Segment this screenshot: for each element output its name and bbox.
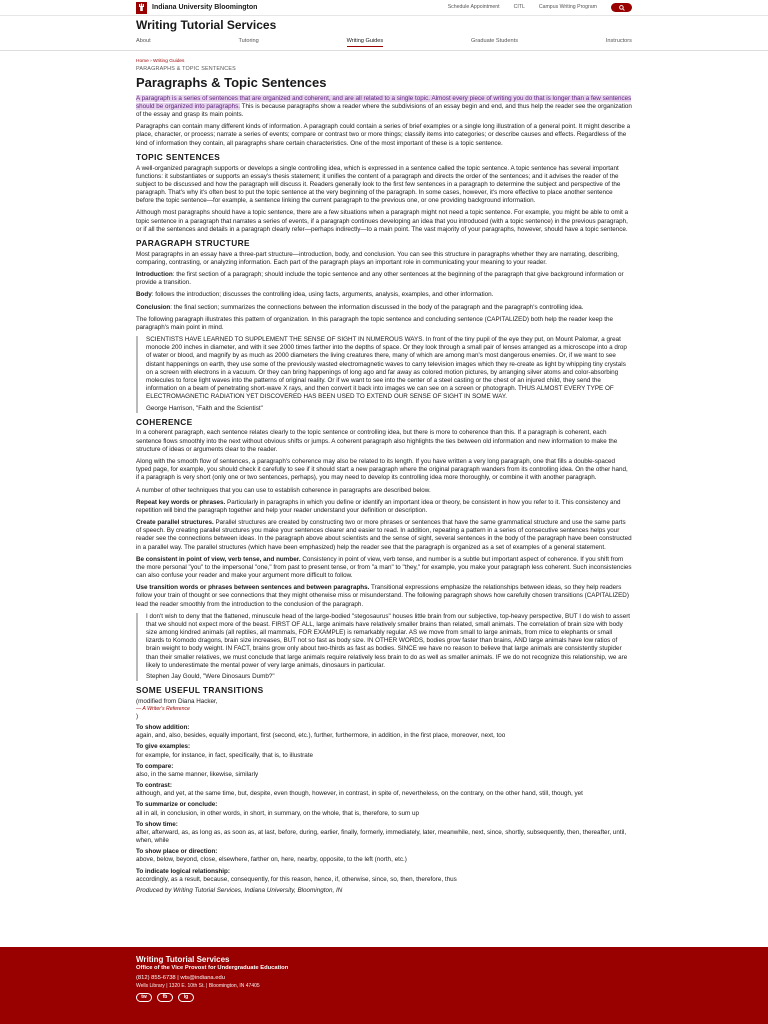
site-title[interactable]: Writing Tutorial Services xyxy=(136,18,277,32)
iu-brand-name[interactable]: Indiana University Bloomington xyxy=(152,3,258,11)
footer-contact[interactable]: (812) 855-6738 | wts@indiana.edu xyxy=(136,974,225,981)
quote-text: SCIENTISTS HAVE LEARNED TO SUPPLEMENT THE SENSE OF SIGHT IN NUMEROUS WAYS. In front of the tiny pupil of the eye they put, on Mount Palomar, a great monocle 200 inches in diameter, and with it see 2000 times farther into the depths of space. Or they look through a small pair of lenses arranged as a microscope into a drop of water or blood, and magnify by as much as 2000 diameters the living creatures there, many of which are among man's most dangerous enemies. Or, if we want to see distant happenings on earth, they use some of the previously wasted electromagnetic waves to carry television images which they re-create as light by whipping tiny crystals on a screen with electrons in a vacuum. Or they can bring happenings of long ago and far away as colored motion pictures, by arranging silver atoms and color-absorbing molecules to force light waves into the patterns of original reality. Or if we want to see into the center of a steel casting or the chest of an injured child, they send the information on a beam of penetrating short-wave X rays, and then convert it back into images we can see on a screen or photograph. THUS ALMOST EVERY TYPE OF ELECTROMAGNETIC RADIATION YET DISCOVERED HAS BEEN USED TO EXTEND OUR SENSE OF SIGHT IN SOME WAY. xyxy=(146,336,627,401)
quote-attribution: George Harrison, "Faith and the Scientist" xyxy=(146,404,263,412)
footer-address: Wells Library | 1320 E. 10th St. | Bloomington, IN 47405 xyxy=(136,983,260,990)
nav-graduate-students[interactable]: Graduate Students xyxy=(471,38,518,45)
citl-link[interactable]: CITL xyxy=(513,4,525,11)
iu-trident-logo[interactable] xyxy=(136,2,147,14)
intro-paragraph: A paragraph is a series of sentences that are organized and coherent, and are all related to a single topic. Almost every piece of writing you do that is longer than a few sentences should be organized into paragraphs. This is because paragraphs show a reader where the subdivisions of an essay begin and end, and thus help the reader see the organization of the essay and grasp its main points. xyxy=(136,94,632,119)
transition-group: To summarize or conclude: all in all, in conclusion, in other words, in short, in summary, on the whole, that is, therefore, to sum up xyxy=(136,801,420,817)
facebook-icon[interactable]: fb xyxy=(157,993,173,1002)
paragraph: A number of other techniques that you can use to establish coherence in paragraphs are described below. xyxy=(136,486,431,494)
technique-parallel: Create parallel structures. Parallel structures are created by constructing two or more phrases or sentences that have the same grammatical structure and use the same parts of speech. By creating parallel structures you make your sentences clearer and easier to read. In addition, repeating a pattern in a series of consecutive sentences helps your reader see the connections between ideas. In the paragraph above about scientists and the sense of sight, several sentences in the body of the paragraph have been constructed in a parallel way. The parallel structures (which have been emphasized) help the reader see that the paragraph is organized as a set of examples of a general statement. xyxy=(136,519,632,551)
definition-body: Body: follows the introduction; discusses the controlling idea, using facts, arguments, analysis, examples, and other information. xyxy=(136,291,494,299)
twitter-icon[interactable]: tw xyxy=(136,993,152,1002)
paragraph: Most paragraphs in an essay have a three-part structure—introduction, body, and conclusion. You can see this structure in paragraphs whether they are narrating, describing, comparing, contrasting, or analyzing information. Each part of the paragraph plays an important role in communicating your meaning to your reader. xyxy=(136,250,619,266)
paragraph: A well-organized paragraph supports or develops a single controlling idea, which is expressed in a sentence called the topic sentence. A topic sentence has several important functions: it substantiates or supports an essay's thesis statement; it unifies the content of a paragraph and directs the order of the sentences; and it advises the reader of the subject to be discussed and how the paragraph will discuss it. Readers generally look to the first few sentences in a paragraph to determine the subject and perspective of the paragraph. That's why it's often best to put the topic sentence at the very beginning of the paragraph. In some cases, however, it's more effective to place another sentence before the topic sentence—for example, a sentence linking the current paragraph to the previous one, or one providing background information. xyxy=(136,164,621,205)
paragraph: Along with the smooth flow of sentences, a paragraph's coherence may also be related to its length. If you have written a very long paragraph, one that fills a double-spaced typed page, for example, you should check it carefully to see if it should start a new paragraph where the original paragraph wanders from its controlling idea. On the other hand, if a paragraph is very short (only one or two sentences, perhaps), you may need to develop its controlling idea more thoroughly, or combine it with another paragraph. xyxy=(136,457,628,482)
page-title: Paragraphs & Topic Sentences xyxy=(136,74,327,90)
heading-topic-sentences: TOPIC SENTENCES xyxy=(136,151,221,162)
nav-writing-guides[interactable]: Writing Guides xyxy=(347,38,384,46)
top-bar xyxy=(0,0,768,16)
footer xyxy=(0,947,768,1024)
paren-close: ) xyxy=(136,712,139,720)
top-links xyxy=(448,3,632,12)
campus-writing-program-link[interactable]: Campus Writing Program xyxy=(538,4,597,11)
definition-introduction: Introduction: the first section of a paragraph; should include the topic sentence and any other sentences at the beginning of the paragraph that give background information or provide a transition. xyxy=(136,271,624,287)
schedule-appointment-link[interactable]: Schedule Appointment xyxy=(447,4,500,11)
technique-consistent: Be consistent in point of view, verb tense, and number. Consistency in point of view, verb tense, and number is a subtle but important aspect of coherence. If you shift from the more personal "you" to the impersonal "one," from past to present tense, or from "a man" to "they," for example, you make your paragraph less coherent. Such inconsistencies can also confuse your reader and make your argument more difficult to follow. xyxy=(136,555,632,580)
search-button[interactable] xyxy=(611,3,632,12)
main-content xyxy=(0,51,768,895)
footer-title[interactable]: Writing Tutorial Services xyxy=(136,955,230,964)
footer-subtitle[interactable]: Office of the Vice Provost for Undergraduate Education xyxy=(136,965,289,972)
technique-transition: Use transition words or phrases between sentences and between paragraphs. Transitional expressions emphasize the relationships between ideas, so they help readers follow your train of thought or see connections that they might otherwise miss or misunderstand. The following paragraph shows how carefully chosen transitions (CAPITALIZED) lead the reader smoothly from the introduction to the conclusion of the paragraph. xyxy=(136,584,629,608)
transition-group: To compare: also, in the same manner, likewise, similarly xyxy=(136,762,259,778)
technique-repeat: Repeat key words or phrases. Particularly in paragraphs in which you define or identify an important idea or theory, be consistent in how you refer to it. This consistency and repetition will bind the paragraph together and help your reader understand your definition or description. xyxy=(136,498,621,514)
page-subtitle: PARAGRAPHS & TOPIC SENTENCES xyxy=(136,65,236,72)
paragraph: Although most paragraphs should have a topic sentence, there are a few situations when a paragraph might not need a topic sentence. For example, you might be able to omit a topic sentence in a paragraph that narrates a series of events, if a paragraph continues developing an idea that you introduced (with a topic sentence) in the previous paragraph, or if all the sentences and details in a paragraph clearly refer—perhaps indirectly—to a main point. The vast majority of your paragraphs, however, should have a topic sentence. xyxy=(136,209,629,233)
main-nav xyxy=(0,32,768,50)
transition-group: To contrast: although, and yet, at the same time, but, despite, even though, however, in contrast, in spite of, nevertheless, on the contrary, on the other hand, still, though, yet xyxy=(136,782,583,798)
quote-attribution: Stephen Jay Gould, "Were Dinosaurs Dumb?" xyxy=(146,672,275,680)
blockquote-harrison xyxy=(136,336,632,413)
paragraph: The following paragraph illustrates this pattern of organization. In this paragraph the topic sentence and concluding sentence (CAPITALIZED) both help the reader keep the paragraph's main point in mind. xyxy=(136,315,613,331)
heading-useful-transitions: SOME USEFUL TRANSITIONS xyxy=(136,685,264,696)
breadcrumb[interactable]: Home › Writing Guides xyxy=(136,58,185,64)
heading-paragraph-structure: PARAGRAPH STRUCTURE xyxy=(136,237,250,248)
nav-tutoring[interactable]: Tutoring xyxy=(238,38,259,45)
produced-by: Produced by Writing Tutorial Services, Indiana University, Bloomington, IN xyxy=(136,886,343,894)
highlighted-text: A paragraph is a series of sentences that are organized and coherent, and are all related to a single topic. Almost every piece of writing you do that is longer than a few sentences should be organized into paragraphs. xyxy=(136,94,632,110)
blockquote-gould xyxy=(136,613,632,681)
modified-from: (modified from Diana Hacker, xyxy=(136,697,218,705)
nav-about[interactable]: About xyxy=(136,38,151,45)
transition-group: To show place or direction: above, below, beyond, close, elsewhere, farther on, here, nearby, opposite, to the left (north, etc.) xyxy=(136,848,407,864)
site-header xyxy=(0,16,768,32)
writers-reference-link[interactable]: — A Writer's Reference xyxy=(136,706,190,713)
social-links xyxy=(136,993,632,1002)
transition-group: To show time: after, afterward, as, as long as, as soon as, at last, before, during, earlier, finally, formerly, immediately, later, meanwhile, next, since, shortly, subsequently, then, thereafter, until, when, while xyxy=(136,820,627,845)
paragraph: In a coherent paragraph, each sentence relates clearly to the topic sentence or controlling idea, but there is more to coherence than this. If a paragraph is coherent, each sentence flows smoothly into the next without obvious shifts or jumps. A coherent paragraph also highlights the ties between old information and new information to make the structure of ideas or arguments clear to the reader. xyxy=(136,429,618,453)
instagram-icon[interactable]: ig xyxy=(178,993,194,1002)
paragraph: Paragraphs can contain many different kinds of information. A paragraph could contain a series of brief examples or a single long illustration of a general point. It might describe a place, character, or process; narrate a series of events; compare or contrast two or more things; classify items into categories; or describe causes and effects. Regardless of the kind of information they contain, all paragraphs share certain characteristics. One of the most important of these is a topic sentence. xyxy=(136,123,631,147)
quote-text: I don't wish to deny that the flattened, minuscule head of the large-bodied "stegosaurus" houses little brain from our subjective, top-heavy perspective, BUT I do wish to assert that we should not expect more of the beast. FIRST OF ALL, large animals have relatively smaller brains than related, small animals. The correlation of brain size with body size among kindred animals (all reptiles, all mammals, FOR EXAMPLE) is remarkably regular. AS we move from small to large animals, from mice to elephants or small lizards to Komodo dragons, brain size increases, BUT not so fast as body size. IN OTHER WORDS, bodies grow faster than brains, AND large animals have low ratios of brain weight to body weight. IN FACT, brains grow only about two-thirds as fast as bodies. SINCE we have no reason to believe that large animals are consistently stupider than their smaller relatives, we must conclude that large animals require relatively less brain to do as well as smaller animals. IF we do not recognize this relationship, we are likely to underestimate the mental power of very large animals, dinosaurs in particular. xyxy=(146,612,631,669)
definition-conclusion: Conclusion: the final section; summarizes the connections between the information discussed in the body of the paragraph and the paragraph's controlling idea. xyxy=(136,303,584,311)
transition-group: To indicate logical relationship: accordingly, as a result, because, consequently, for this reason, hence, if, otherwise, since, so, then, therefore, thus xyxy=(136,867,457,883)
transition-group: To give examples: for example, for instance, in fact, specifically, that is, to illustrate xyxy=(136,743,313,759)
transition-group: To show addition: again, and, also, besides, equally important, first (second, etc.), further, furthermore, in addition, in the first place, moreover, next, too xyxy=(136,723,506,740)
search-icon xyxy=(619,5,625,11)
heading-coherence: COHERENCE xyxy=(136,416,193,427)
nav-instructors[interactable]: Instructors xyxy=(605,38,632,45)
